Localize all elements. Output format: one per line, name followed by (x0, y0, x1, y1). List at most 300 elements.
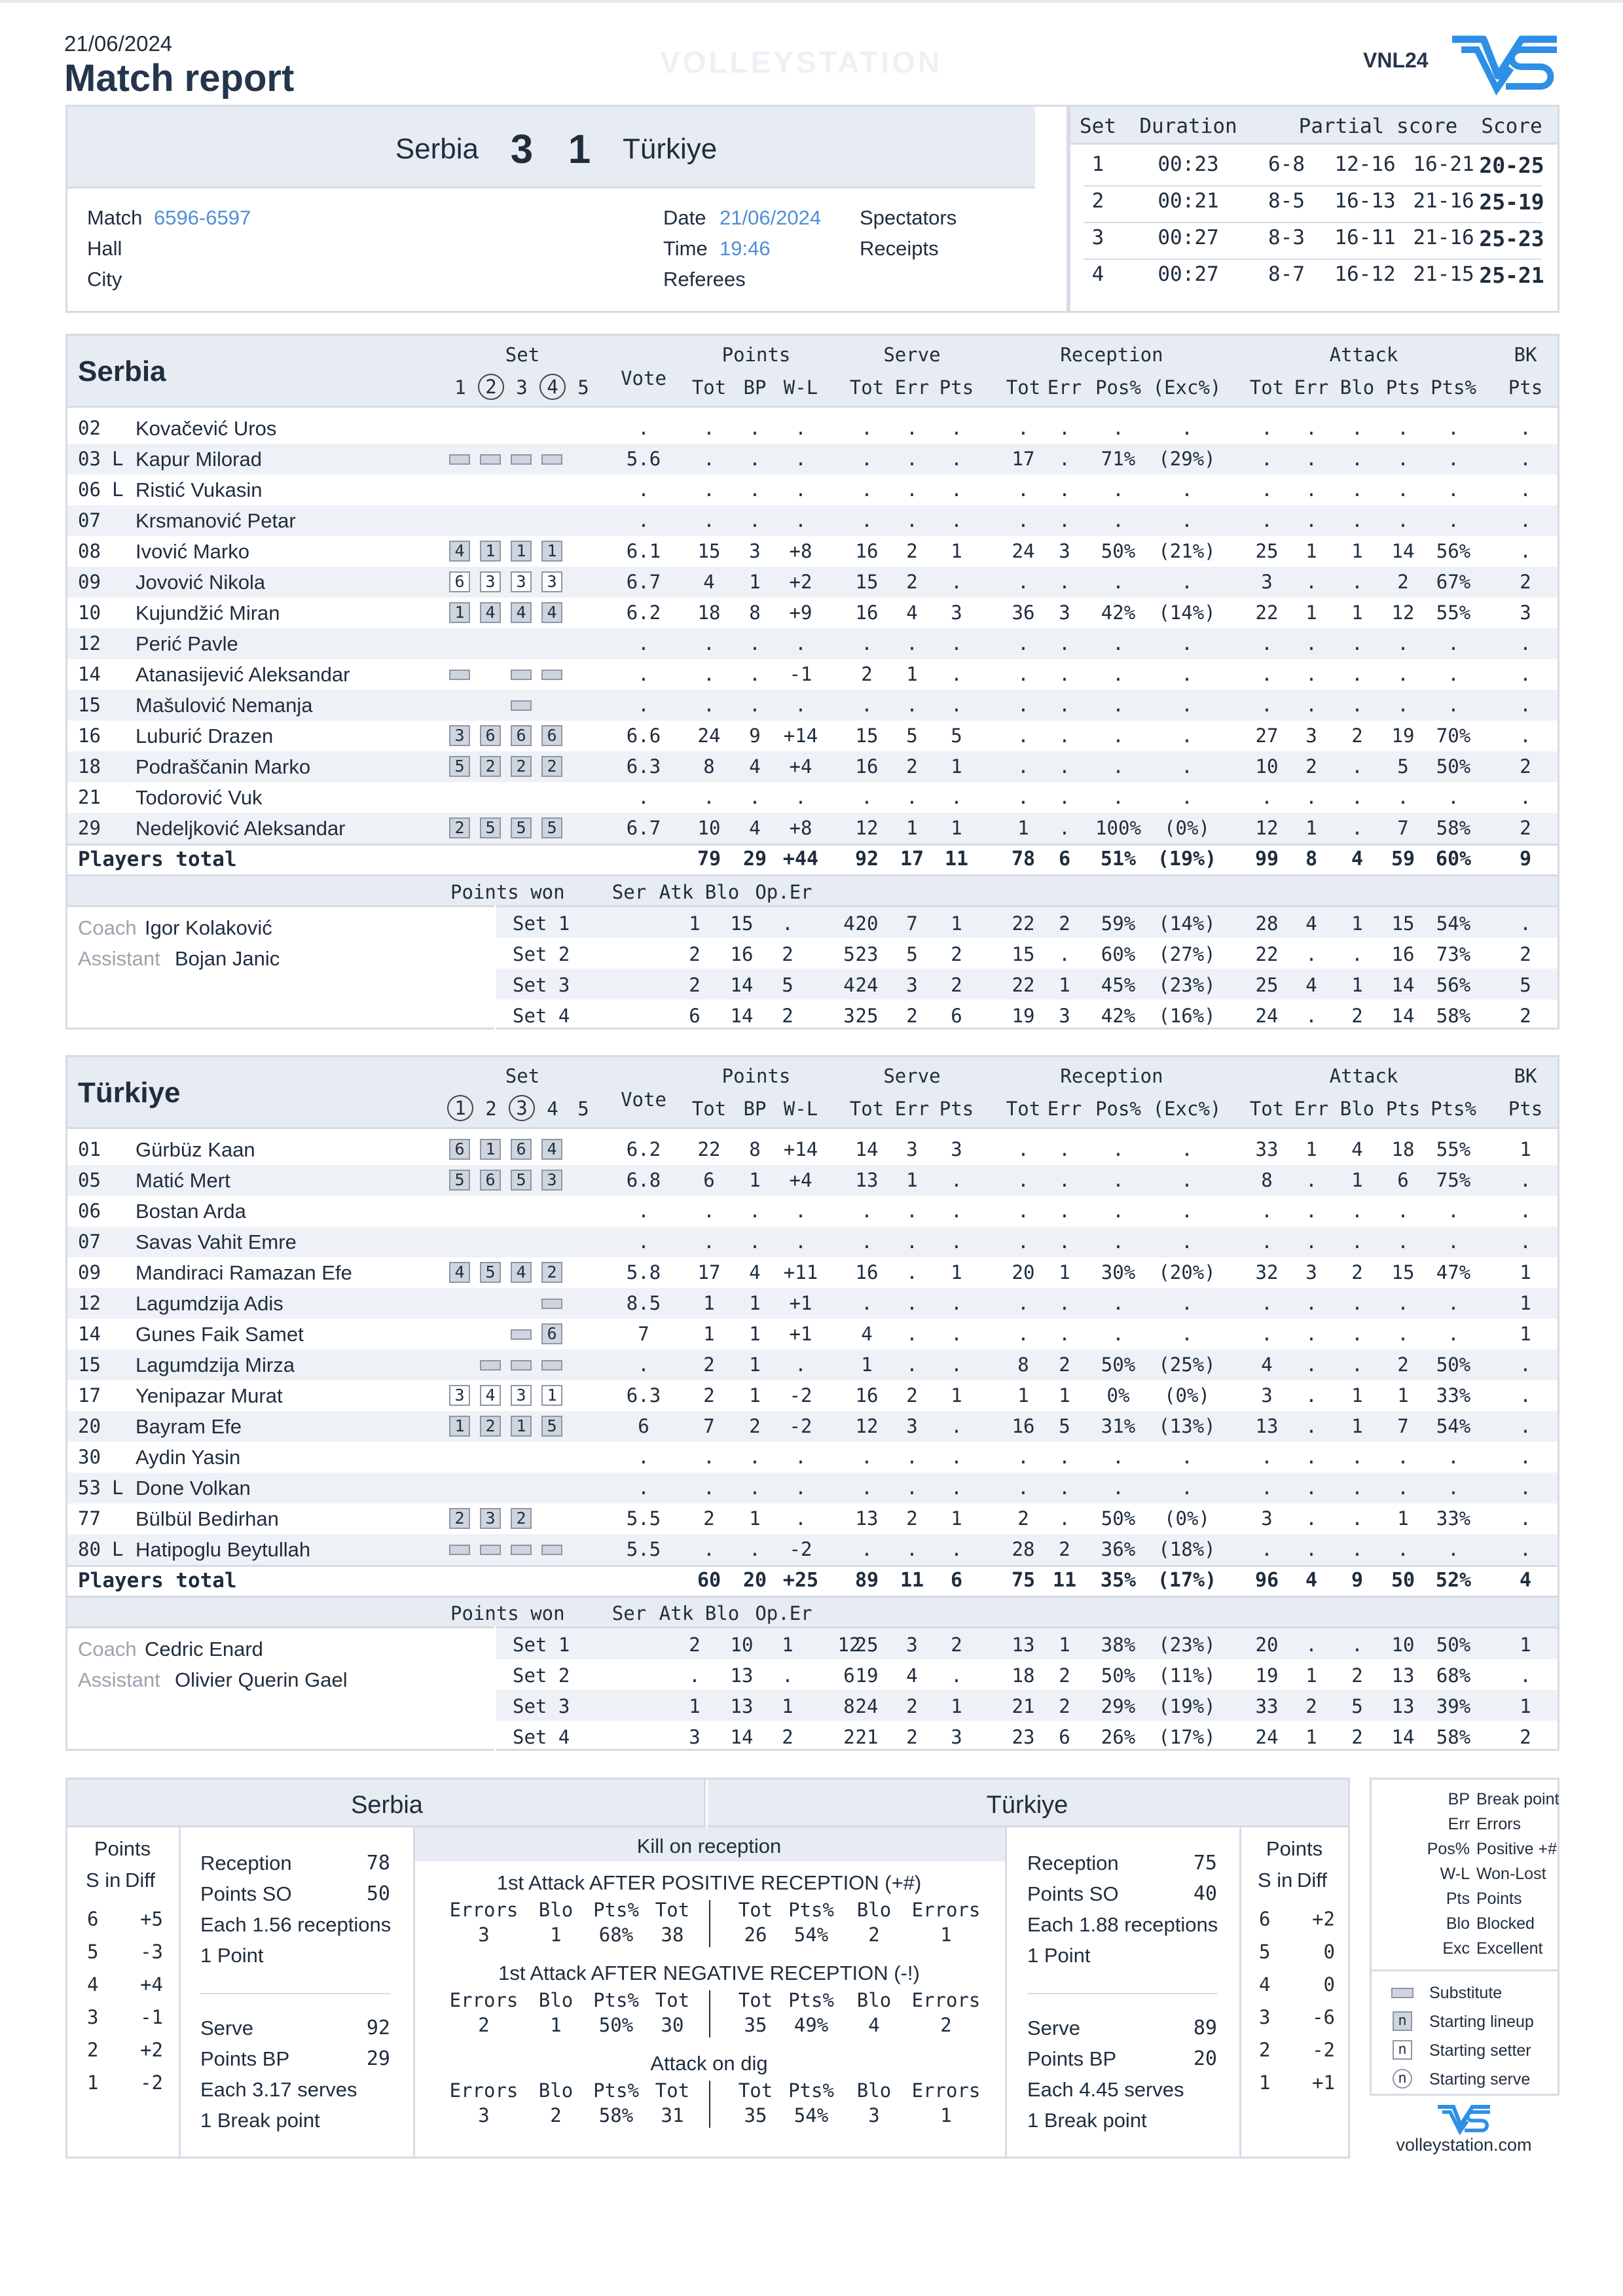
serve-header: Serve (883, 344, 941, 366)
row-stripe (67, 1288, 1558, 1319)
set-start-position: 4 (511, 1262, 532, 1283)
stat-value: . (1261, 478, 1273, 501)
set-number-header: 4 (539, 374, 566, 400)
each-serve: Each 4.45 serves (1027, 2078, 1184, 2101)
stat-value: (18%) (1158, 1538, 1216, 1560)
set-duration: 00:27 (1158, 226, 1219, 249)
stat-value: . (1305, 1169, 1317, 1191)
row-stripe (67, 444, 1558, 475)
setstats-value: 26% (1101, 1726, 1136, 1748)
stat-value: 1 (951, 540, 962, 562)
stat-value: . (1059, 478, 1070, 501)
stat-value: . (749, 417, 761, 439)
set-start-position: 4 (541, 602, 562, 623)
setstats-value: 42% (1101, 1005, 1136, 1027)
partial-score: 6-8 (1268, 152, 1305, 176)
ser-header: Ser (611, 881, 647, 903)
stat-value: . (1351, 755, 1363, 778)
kill-away-value: 3 (868, 2104, 880, 2126)
setstats-value: 6 (843, 1664, 855, 1687)
stat-value: . (1305, 1230, 1317, 1253)
kill-home-value: 1 (550, 1924, 562, 1946)
player-number: 03 (78, 448, 101, 470)
stat-value: . (795, 1230, 807, 1253)
stat-value: . (906, 1292, 918, 1314)
stat-value: 24 (1012, 540, 1035, 562)
set-start-position: 2 (480, 756, 501, 777)
legend-meaning: Positive +# (1476, 1840, 1557, 1858)
serve-value: 89 (1193, 2017, 1217, 2039)
setstats-value: 15 (730, 912, 754, 935)
set-start-position: 5 (541, 1416, 562, 1437)
stat-value: . (861, 417, 873, 439)
stat-value: . (951, 1446, 962, 1468)
rotation-number: 4 (87, 1973, 99, 1996)
match-info-box (65, 105, 1068, 313)
stat-value: . (1017, 509, 1029, 531)
stat-value: 15 (1391, 1261, 1415, 1283)
stat-value: (0%) (1164, 1507, 1210, 1530)
set-start-position: 1 (449, 1416, 470, 1437)
setstats-value: 2 (1059, 1695, 1070, 1717)
setstats-value: 68% (1436, 1664, 1471, 1687)
assistant-label: Assistant (78, 1668, 160, 1691)
stat-value: 18 (697, 601, 721, 624)
stat-value: . (951, 478, 962, 501)
each-reception: Each 1.56 receptions (200, 1913, 392, 1936)
rotation-points-label: Points (1266, 1837, 1323, 1860)
stat-value: 16 (855, 601, 879, 624)
serve-header: Serve (883, 1065, 941, 1087)
set-start-position: 1 (511, 1416, 532, 1437)
stat-value: . (906, 448, 918, 470)
set-start-position: 6 (541, 1323, 562, 1344)
stat-value: 7 (1397, 817, 1409, 839)
stat-value: 8 (703, 755, 715, 778)
stat-value: . (749, 786, 761, 808)
stat-value: . (638, 417, 649, 439)
libero-flag: L (112, 1538, 124, 1560)
set-number-header: 3 (509, 1095, 535, 1121)
player-name: Krsmanović Petar (136, 509, 296, 532)
stat-value: 17 (1012, 448, 1035, 470)
volleystation-small-logo-icon (1435, 2102, 1493, 2135)
total-value: 78 (1011, 848, 1036, 870)
player-number: 53 (78, 1477, 101, 1499)
setstats-value: 1 (782, 1695, 793, 1717)
stat-value: 3 (1059, 601, 1070, 624)
kill-away-value: 2 (940, 2014, 952, 2036)
setstats-value: 2 (906, 1726, 918, 1748)
stat-value: 2 (906, 1384, 918, 1407)
total-value: 11 (1052, 1569, 1077, 1592)
kill-col-label: Blo (856, 1989, 892, 2011)
setstats-value: 13 (730, 1695, 754, 1717)
sub-header: W-L (783, 376, 818, 399)
set-header: Set (505, 344, 540, 366)
stat-value: 7 (1397, 1415, 1409, 1437)
setstats-value: 14 (1391, 1726, 1415, 1748)
stat-value: . (951, 1169, 962, 1191)
sub-header: Pos% (1095, 1098, 1141, 1120)
libero-flag: L (112, 1477, 124, 1499)
stat-value: 12 (855, 817, 879, 839)
stat-value: 32 (1255, 1261, 1279, 1283)
rotation-number: 4 (1259, 1973, 1271, 1996)
stat-value: . (951, 509, 962, 531)
total-value: 8 (1305, 848, 1318, 870)
stat-value: . (1397, 1292, 1409, 1314)
website-link[interactable]: volleystation.com (1396, 2135, 1532, 2155)
kill-home-value: 68% (598, 1924, 634, 1946)
stat-value: . (951, 1415, 962, 1437)
legend-label: Starting serve (1429, 2070, 1531, 2089)
stat-value: . (1059, 1477, 1070, 1499)
stat-value: . (1305, 417, 1317, 439)
team-stats-table-türkiye (65, 1055, 1559, 1751)
stat-value: 14 (1391, 540, 1415, 562)
total-value: 50 (1391, 1569, 1415, 1592)
stat-value: 1 (951, 755, 962, 778)
kill-home-value: 2 (550, 2104, 562, 2126)
stat-value: 17 (697, 1261, 721, 1283)
kill-col-label: Blo (538, 2079, 574, 2102)
sub-header: Pts (1508, 1098, 1543, 1120)
set-number-header: 2 (478, 374, 504, 400)
stat-value: . (1059, 1292, 1070, 1314)
set-final-score: 25-23 (1479, 226, 1544, 251)
stat-value: 5 (1059, 1415, 1070, 1437)
stat-value: 6 (1397, 1169, 1409, 1191)
setstats-value: 13 (1391, 1695, 1415, 1717)
substitute-marker (480, 1360, 501, 1371)
setstats-value: 38% (1101, 1634, 1136, 1656)
setstats-value: 4 (1305, 974, 1317, 996)
setstats-value: 2 (906, 1695, 918, 1717)
coach-name: Cedric Enard (145, 1638, 263, 1660)
setstats-value: 23 (1012, 1726, 1035, 1748)
setstats-value: 22 (1012, 974, 1035, 996)
stat-value: . (906, 786, 918, 808)
set-start-position: 5 (480, 817, 501, 838)
setstats-value: 29% (1101, 1695, 1136, 1717)
stat-value: . (795, 694, 807, 716)
stat-value: . (638, 1200, 649, 1222)
partial-score: 16-12 (1334, 262, 1396, 286)
setstats-value: 19 (855, 1664, 879, 1687)
stat-value: . (1305, 1200, 1317, 1222)
partial-score: 16-13 (1334, 189, 1396, 213)
stat-value: . (1351, 1230, 1363, 1253)
stat-value: . (1181, 1138, 1193, 1160)
set-start-position: 2 (541, 756, 562, 777)
stat-value: 2 (1059, 1538, 1070, 1560)
player-number: 06 (78, 1200, 101, 1222)
kill-home-value: 50% (598, 2014, 634, 2036)
one-point-label: 1 Point (200, 1944, 264, 1967)
rotation-diff: +2 (140, 2039, 163, 2061)
player-name: Bülbül Bedirhan (136, 1507, 279, 1530)
stat-value: 8 (1017, 1354, 1029, 1376)
rotation-diff: -1 (140, 2006, 163, 2028)
set-start-position: 1 (449, 602, 470, 623)
stat-value: 18 (1391, 1138, 1415, 1160)
player-name: Lagumdzija Adis (136, 1292, 283, 1315)
stat-value: . (1059, 509, 1070, 531)
setstats-value: 18 (1012, 1664, 1035, 1687)
sub-header: Tot (1006, 376, 1041, 399)
stat-value: 6.6 (626, 725, 661, 747)
stat-value: 100% (1095, 817, 1141, 839)
stat-value: 7 (638, 1323, 649, 1345)
stat-value: 1 (1351, 1384, 1363, 1407)
partial-score: 21-15 (1413, 262, 1474, 286)
rotation-diff: -2 (140, 2072, 163, 2094)
stat-value: . (906, 1538, 918, 1560)
stat-value: . (906, 1200, 918, 1222)
set-start-position: 1 (480, 1139, 501, 1160)
stat-value: . (1351, 1200, 1363, 1222)
stat-value: 5.8 (626, 1261, 661, 1283)
stat-value: . (1181, 694, 1193, 716)
stat-value: . (1261, 509, 1273, 531)
stat-value: 50% (1101, 1354, 1136, 1376)
match-label: Match (87, 206, 143, 229)
stat-value: . (1059, 1230, 1070, 1253)
player-name: Ristić Vukasin (136, 478, 263, 501)
stat-value: . (638, 694, 649, 716)
set-start-position: 6 (541, 725, 562, 746)
stat-value: . (951, 663, 962, 685)
stat-value: 3 (1261, 1507, 1273, 1530)
stat-value: 2 (906, 755, 918, 778)
setstats-value: 14 (730, 974, 754, 996)
points-header: Points (721, 344, 791, 366)
stat-value: . (861, 1446, 873, 1468)
reception-header: Reception (1060, 1065, 1163, 1087)
stat-value: . (861, 509, 873, 531)
setstats-value: 2 (1520, 1726, 1531, 1748)
total-value: 11 (944, 848, 969, 870)
player-name: Aydin Yasin (136, 1446, 241, 1469)
stat-value: 33 (1255, 1138, 1279, 1160)
stat-value: . (1059, 1323, 1070, 1345)
stat-value: . (1181, 478, 1193, 501)
stat-value: 16 (855, 755, 879, 778)
stat-value: . (1448, 1477, 1459, 1499)
stat-value: . (1520, 1230, 1531, 1253)
stat-value: . (1520, 1446, 1531, 1468)
rotation-diff: -3 (140, 1941, 163, 1963)
stat-value: . (749, 663, 761, 685)
setstats-value: 10 (730, 1634, 754, 1656)
stat-value: . (638, 1230, 649, 1253)
set-start-position: 6 (480, 725, 501, 746)
team-name: Türkiye (78, 1077, 181, 1109)
player-name: Kujundžić Miran (136, 601, 280, 624)
row-stripe (67, 567, 1558, 598)
setstats-value: (17%) (1158, 1726, 1216, 1748)
stat-value: . (1017, 725, 1029, 747)
legend-abbrev: Err (1448, 1815, 1470, 1833)
total-value: 9 (1351, 1569, 1364, 1592)
set-duration: 00:23 (1158, 152, 1219, 176)
setstats-value: 5 (1520, 974, 1531, 996)
player-number: 07 (78, 1230, 101, 1253)
stat-value: (29%) (1158, 448, 1216, 470)
set-final-score: 25-21 (1479, 262, 1544, 288)
stat-value: 5.6 (626, 448, 661, 470)
stat-value: . (1181, 1323, 1193, 1345)
total-value: +44 (782, 848, 819, 870)
stat-value: . (1397, 786, 1409, 808)
stat-value: . (1448, 1538, 1459, 1560)
stat-value: . (703, 786, 715, 808)
stat-value: . (906, 509, 918, 531)
attack-header: Attack (1329, 344, 1398, 366)
player-number: 21 (78, 786, 101, 808)
stat-value: 3 (906, 1138, 918, 1160)
stat-value: . (1059, 632, 1070, 655)
stat-value: 8 (749, 601, 761, 624)
setstats-value: 2 (906, 1005, 918, 1027)
stat-value: . (1261, 1230, 1273, 1253)
stat-value: . (1520, 1477, 1531, 1499)
stat-value: 54% (1436, 1415, 1471, 1437)
setstats-value: (11%) (1158, 1664, 1216, 1687)
stat-value: 12 (1391, 601, 1415, 624)
legend-meaning: Blocked (1476, 1914, 1535, 1933)
partial-score: 16-21 (1413, 152, 1474, 176)
stat-value: 8.5 (626, 1292, 661, 1314)
set-start-position: 3 (541, 571, 562, 592)
player-number: 05 (78, 1169, 101, 1191)
stat-value: . (1181, 755, 1193, 778)
player-number: 77 (78, 1507, 101, 1530)
stat-value: . (795, 1477, 807, 1499)
setstats-value: 14 (730, 1726, 754, 1748)
stat-value: . (906, 632, 918, 655)
setstats-value: 25 (855, 1005, 879, 1027)
coach-name: Igor Kolaković (145, 916, 272, 939)
stat-value: . (1305, 1446, 1317, 1468)
stat-value: 2 (1305, 755, 1317, 778)
player-name: Podraščanin Marko (136, 755, 311, 778)
set-start-position: 2 (449, 1508, 470, 1529)
stat-value: . (1059, 1507, 1070, 1530)
setstats-value: 2 (689, 943, 701, 965)
stat-value: 16 (855, 1384, 879, 1407)
setstats-value: 4 (1305, 912, 1317, 935)
stat-value: . (1351, 1507, 1363, 1530)
oper-header: Op.Er (755, 1602, 812, 1624)
stat-value: 3 (906, 1415, 918, 1437)
player-name: Bayram Efe (136, 1415, 242, 1438)
total-value: 51% (1100, 848, 1137, 870)
player-number: 14 (78, 1323, 101, 1345)
stat-value: . (951, 1538, 962, 1560)
setstats-value: 23 (855, 943, 879, 965)
row-stripe (67, 1411, 1558, 1442)
setstats-value: 2 (1351, 1726, 1363, 1748)
stat-value: 15 (855, 571, 879, 593)
sub-header: Pts% (1431, 1098, 1476, 1120)
stat-value: . (1351, 1446, 1363, 1468)
stat-value: . (1181, 1292, 1193, 1314)
stat-value: 22 (1255, 601, 1279, 624)
sub-header: (Exc%) (1152, 1098, 1222, 1120)
set-start-position: 1 (541, 1385, 562, 1406)
setstats-header (67, 876, 1558, 905)
setstats-value: 54% (1436, 912, 1471, 935)
set-start-position: 5 (511, 1170, 532, 1191)
stat-value: . (861, 448, 873, 470)
reception-label: Reception (200, 1852, 292, 1874)
setstats-value: 20 (1255, 1634, 1279, 1656)
summary-box (65, 1778, 1350, 2159)
rotation-number: 1 (1259, 2072, 1271, 2094)
row-stripe (67, 1165, 1558, 1196)
setstats-value: 2 (782, 1726, 793, 1748)
kill-col-label: Errors (449, 1989, 519, 2011)
substitute-marker (449, 454, 470, 465)
stat-value: 2 (1351, 725, 1363, 747)
stat-value: 1 (906, 1169, 918, 1191)
kill-col-label: Pts% (593, 1899, 639, 1921)
stat-value: 7 (703, 1415, 715, 1437)
stat-value: . (1261, 632, 1273, 655)
setstats-value: 3 (951, 1726, 962, 1748)
points-so-label: Points SO (200, 1882, 292, 1905)
legend-label: Substitute (1429, 1984, 1503, 2002)
stat-value: . (703, 1538, 715, 1560)
sub-header: Tot (849, 1098, 884, 1120)
stat-value: . (1017, 694, 1029, 716)
stat-value: 36% (1101, 1538, 1136, 1560)
stat-value: +4 (789, 755, 812, 778)
points-so-label: Points SO (1027, 1882, 1119, 1905)
setstats-value: 13 (730, 1664, 754, 1687)
stat-value: . (1351, 1477, 1363, 1499)
stat-value: 33% (1436, 1384, 1471, 1407)
stat-value: 2 (906, 1507, 918, 1530)
kill-away-value: 1 (940, 2104, 952, 2126)
sub-header: Tot (1006, 1098, 1041, 1120)
player-name: Gunes Faik Samet (136, 1323, 304, 1346)
stat-value: . (749, 1477, 761, 1499)
attack-header: Attack (1329, 1065, 1398, 1087)
rotation-sin-label: S in (1258, 1869, 1293, 1892)
stat-value: 2 (1520, 755, 1531, 778)
stat-value: 1 (1305, 817, 1317, 839)
stat-value: -2 (789, 1384, 812, 1407)
blo-header: Blo (704, 1602, 740, 1624)
setstats-value: . (1059, 943, 1070, 965)
stat-value: . (951, 786, 962, 808)
kill-home-value: 58% (598, 2104, 634, 2126)
kill-col-label: Pts% (788, 2079, 834, 2102)
sub-header: W-L (783, 1098, 818, 1120)
kill-col-label: Blo (856, 2079, 892, 2102)
stat-value: -2 (789, 1415, 812, 1437)
total-divider-top (67, 1565, 1558, 1567)
setstats-value: 5 (1351, 1695, 1363, 1717)
rotation-number: 6 (87, 1908, 99, 1930)
assistant-label: Assistant (78, 947, 160, 970)
setstats-value: 1 (1305, 1726, 1317, 1748)
stat-value: . (1017, 755, 1029, 778)
setstats-label: Set 2 (513, 1664, 570, 1687)
